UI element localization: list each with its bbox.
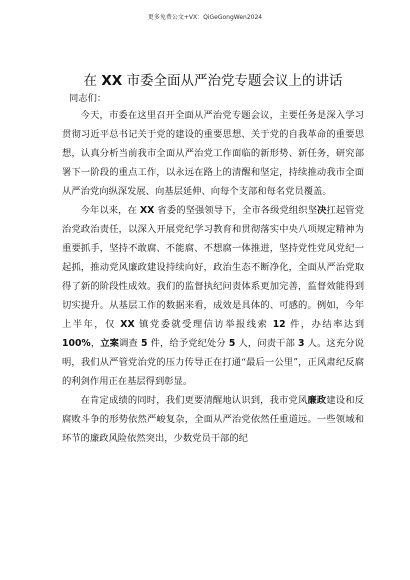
header-note: 更多免费公文+VX：QiGeGongWen2024 [147,14,263,21]
p2-text: 调查 [119,338,138,349]
p2-number: 12 [272,319,286,330]
p2-text: 件，办结率达到 [290,319,364,330]
p2-bold: XX [140,205,155,216]
title-placeholder: XX [101,73,123,89]
title-rest: 市委全面从严治党专题会议上的讲话 [126,73,343,89]
p2-text: 镇党委就受理信访举报线索 [139,319,269,330]
p3-text: 在肯定成绩的同时，我们更要清醒地认识到，我市党风 [80,395,308,406]
p2-bold: 决 [317,205,327,216]
p3-text: 建设和反腐败斗争的形势依然严峻复杂，全面从严治党依然任重道远。一些领域和环节的廉政风险依然突出，少数党员干部的纪 [62,395,364,444]
p2-text: 人，问责干部 [238,338,295,349]
p2-text: 人。这充分说明，我们从严管党治党的压力传导正在打通“最后一公里”，正风肃纪反腐的利剑作用正在基层得到彰显。 [62,338,364,387]
document-body [62,72,364,448]
p2-number: 5 [228,338,236,349]
p2-text: 件，给予党纪处分 [150,338,226,349]
p2-number: 100% [62,338,91,349]
p2-bold: 立案 [100,338,120,349]
p2-text: 扛起管党治党政治责任，以深入开展党纪学习教育和贯彻落实中央八项规定精神为重要抓手，坚持不敢腐、不能腐、不想腐一体推进，坚持党性党风党纪一起抓，推动党风廉政建设持续向好，政治生态不断净化，全面从严治党取得了新的阶段性成效。我们的监督执纪问责体系更加完善，监督效能得到切实提升。从基层工作的数据来看，成效是具体的、可感的。例如，今年上半年，仅 [62,205,364,330]
p2-text: 今年以来，在 [80,205,137,216]
p2-number: 3 [298,338,305,349]
p2-text: 省委的坚强领导下，全市各级党组织坚 [157,205,318,216]
title-prefix: 在 [83,73,98,89]
p2-bold: XX [120,319,135,330]
paragraph-3 [62,391,364,448]
p2-text: ， [90,338,101,349]
salutation: 同志们： [69,93,107,104]
paragraph-2 [62,201,364,391]
document-title [62,72,364,91]
p3-bold: 廉政 [307,395,327,406]
p2-number: 5 [141,338,148,349]
paragraph-1: 今天，市委在这里召开全面从严治党专题会议，主要任务是深入学习贯彻习近平总书记关于党的建设的重要思想、关于党的自我革命的重要思想，认真分析当前我市全面从严治党工作面临的新形势、新任务，研究部署下一阶段的重点工作，以永远在路上的清醒和坚定，持续推动我市全面从严治党向纵深发展、向基层延伸、向每个支部和每名党员覆盖。 [62,110,364,197]
